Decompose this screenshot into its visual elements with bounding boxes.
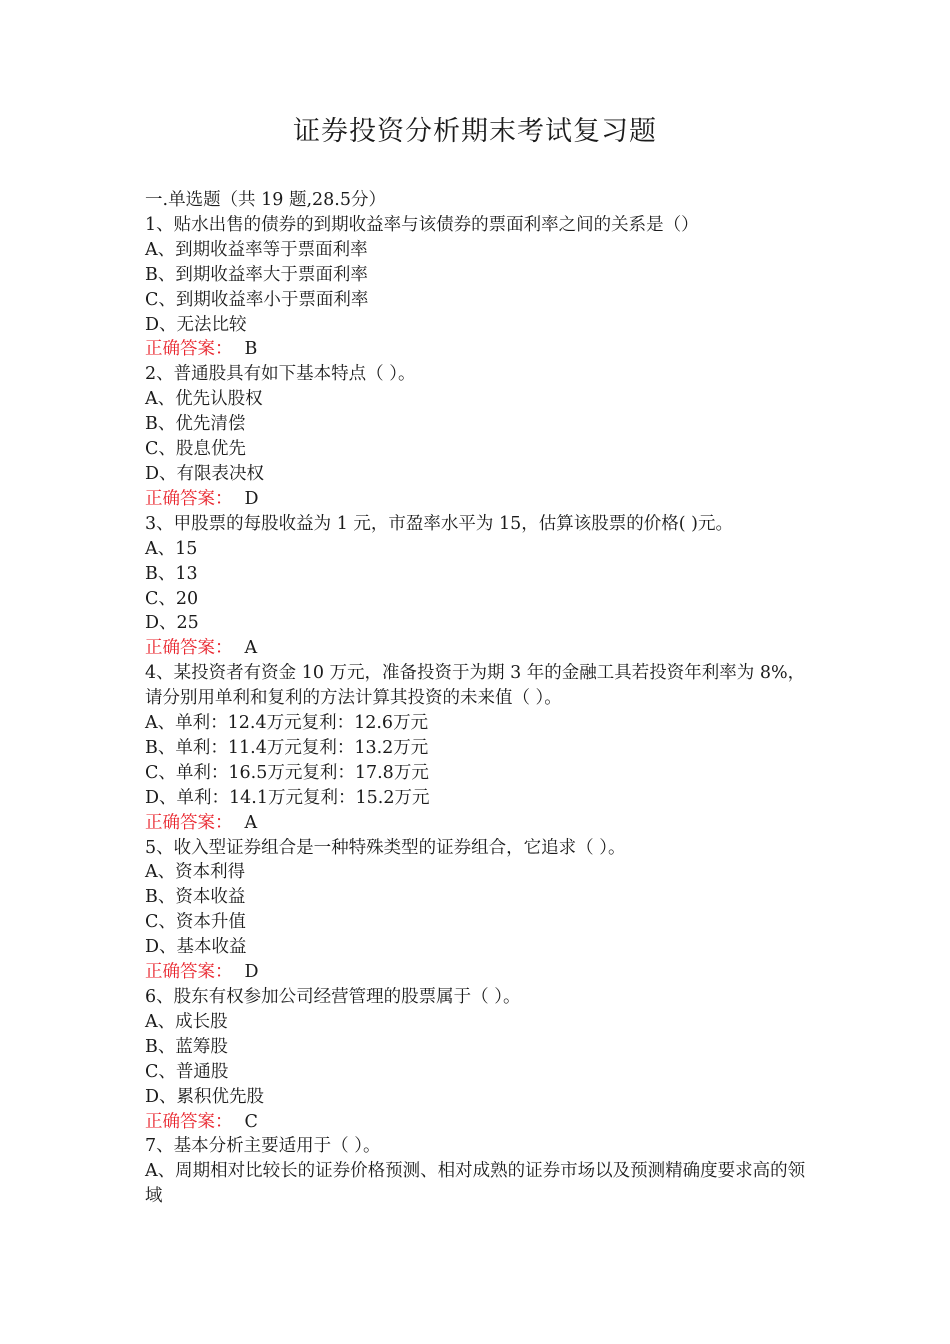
question-2	[145, 362, 815, 511]
option-a: A、到期收益率等于票面利率	[145, 239, 368, 260]
option-d: D、基本收益	[145, 937, 247, 958]
option-b: B、资本收益	[145, 887, 246, 908]
option-c: C、到期收益率小于票面利率	[145, 289, 369, 310]
option-a: A、成长股	[145, 1011, 228, 1032]
correct-answer	[145, 636, 815, 661]
question-4	[145, 661, 815, 835]
option-c: C、单利：16.5万元复利：17.8万元	[145, 762, 429, 783]
option-c: C、20	[145, 588, 199, 609]
document-body	[145, 188, 815, 1209]
answer-value: D	[244, 488, 259, 509]
option-b: B、到期收益率大于票面利率	[145, 264, 368, 285]
correct-answer	[145, 337, 815, 362]
question-5	[145, 836, 815, 985]
option-a: A、资本利得	[145, 862, 246, 883]
option-b: B、优先清偿	[145, 414, 246, 435]
answer-label: 正确答案：	[145, 812, 233, 833]
question-text: 3、甲股票的每股收益为 1 元，市盈率水平为 15，估算该股票的价格( )元。	[145, 513, 733, 534]
option-a: A、15	[145, 538, 198, 559]
question-text: 6、股东有权参加公司经营管理的股票属于（ ）。	[145, 987, 521, 1007]
answer-value: C	[244, 1111, 258, 1132]
answer-label: 正确答案：	[145, 1111, 233, 1132]
answer-label: 正确答案：	[145, 339, 233, 360]
correct-answer	[145, 487, 815, 512]
answer-value: A	[244, 638, 258, 659]
answer-label: 正确答案：	[145, 962, 233, 983]
option-a: A、单利：12.4万元复利：12.6万元	[145, 713, 429, 734]
question-text: 4、某投资者有资金 10 万元，准备投资于为期 3 年的金融工具若投资年利率为 8%，请分别用单利和复利的方法计算其投资的未来值（ ）。	[145, 663, 806, 709]
correct-answer	[145, 1110, 815, 1135]
option-b: B、蓝筹股	[145, 1036, 228, 1057]
question-7	[145, 1134, 815, 1209]
option-b: B、13	[145, 563, 198, 584]
option-a: A、优先认股权	[145, 389, 263, 410]
document-title: 证券投资分析期末考试复习题	[293, 116, 657, 147]
answer-value: B	[244, 339, 258, 360]
option-c: C、股息优先	[145, 439, 246, 460]
answer-value: A	[244, 812, 258, 833]
option-a: A、周期相对比较长的证券价格预测、相对成熟的证券市场以及预测精确度要求高的领域	[145, 1161, 806, 1207]
section-header: 一.单选题（共 19 题,28.5分）	[145, 190, 386, 210]
option-d: D、累积优先股	[145, 1086, 265, 1107]
option-d: D、无法比较	[145, 314, 247, 335]
option-c: C、普通股	[145, 1061, 229, 1082]
answer-label: 正确答案：	[145, 488, 233, 509]
question-1	[145, 213, 815, 362]
question-3	[145, 512, 815, 661]
question-text: 2、普通股具有如下基本特点（ ）。	[145, 364, 416, 385]
question-text: 1、贴水出售的债券的到期收益率与该债券的票面利率之间的关系是（）	[145, 214, 699, 235]
option-b: B、单利：11.4万元复利：13.2万元	[145, 737, 429, 758]
answer-value: D	[244, 962, 259, 983]
question-6	[145, 985, 815, 1134]
option-c: C、资本升值	[145, 912, 246, 933]
option-d: D、单利：14.1万元复利：15.2万元	[145, 787, 430, 808]
question-text: 7、基本分析主要适用于（ ）。	[145, 1136, 381, 1157]
correct-answer	[145, 811, 815, 836]
correct-answer	[145, 960, 815, 985]
question-text: 5、收入型证券组合是一种特殊类型的证券组合，它追求（ ）。	[145, 837, 626, 858]
option-d: D、25	[145, 613, 199, 634]
answer-label: 正确答案：	[145, 638, 233, 659]
option-d: D、有限表决权	[145, 463, 265, 484]
